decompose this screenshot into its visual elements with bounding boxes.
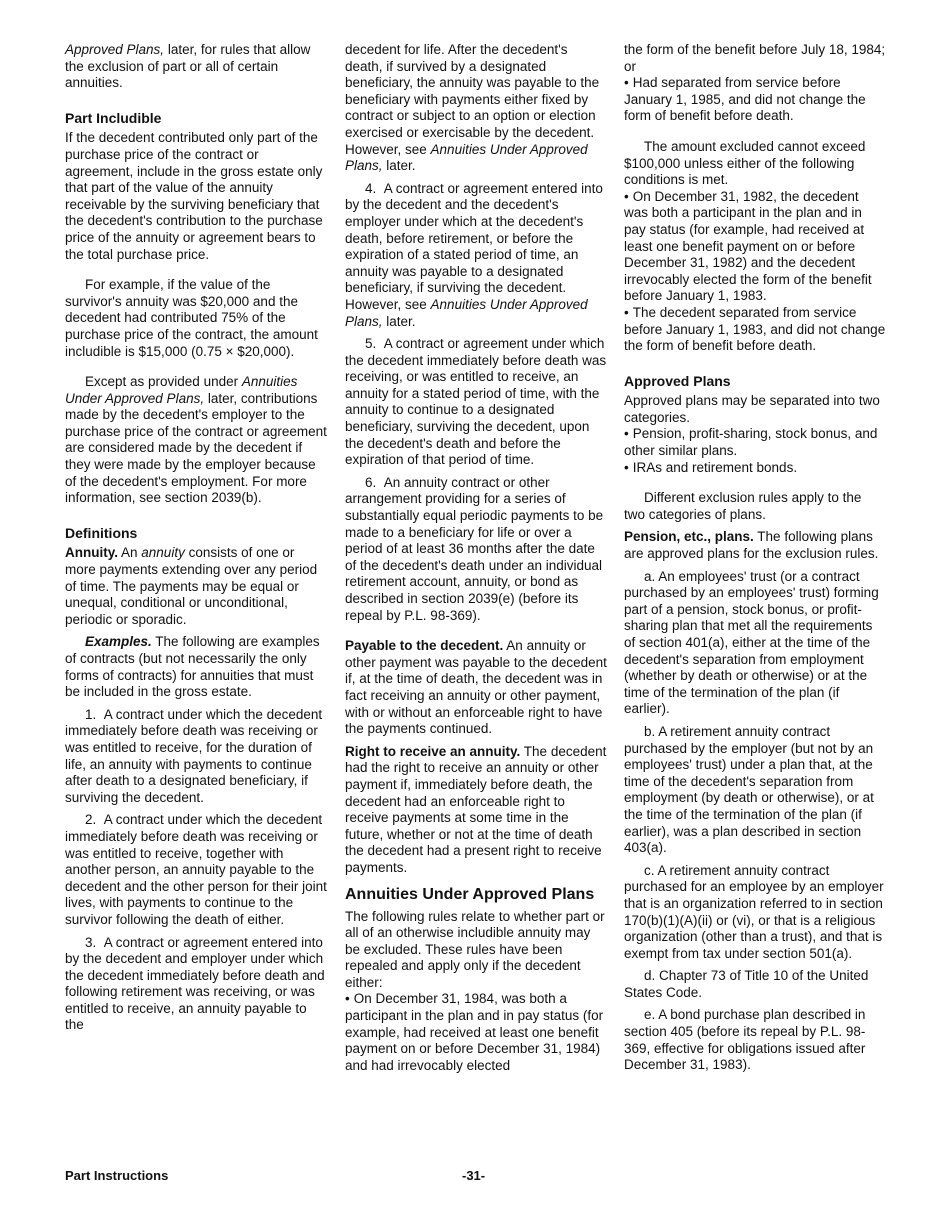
heading-annuities-under-approved-plans: Annuities Under Approved Plans xyxy=(345,885,595,903)
heading-definitions: Definitions xyxy=(65,524,138,541)
term: annuity xyxy=(141,545,185,561)
cross-reference: Annuities Under Approved Plans, xyxy=(65,374,298,406)
list-item-6: 6. An annuity contract or other arrangement providing for a series of substantially equal periodic payments to be made to a beneficiary for life or over a period of at least 36 months after the date of the decedent's death under an individual retirement account, annuity, or bond as described in section 2039(e) (before its repeal by P.L. 98-369). xyxy=(345,474,604,623)
paragraph-amount-excluded: The amount excluded cannot exceed $100,000 unless either of the following conditions is met. xyxy=(624,138,866,188)
paragraph-text: later, for rules that allow the exclusion of part or all of certain annuities. xyxy=(65,42,311,91)
paragraph-text: later. xyxy=(382,313,416,329)
paragraph-text: The decedent had the right to receive an annuity or other payment if, immediately before death, the decedent had an enforceable right to receive payments at some time in the future, whether or not at the time of death the decedent had a present right to receive payments. xyxy=(345,743,607,875)
list-item-3-continued xyxy=(345,42,607,175)
paragraph-different-rules: Different exclusion rules apply to the two categories of plans. xyxy=(624,490,862,522)
list-item-e: e. A bond purchase plan described in section 405 (before its repeal by P.L. 98-369, effective for obligations issued after December 31, 1983). xyxy=(624,1007,866,1073)
paragraph-text: An annuity or other payment was payable to the decedent if, at the time of death, the decedent was in fact receiving an annuity or other payment, with or without an enforceable right to have the payments continued. xyxy=(345,638,607,737)
paragraph-text: later. xyxy=(382,158,416,174)
list-item-4 xyxy=(345,181,607,330)
paragraph-payable xyxy=(345,638,607,738)
list-item-1: 1. A contract under which the decedent immediately before death was receiving or was entitled to receive, for the duration of life, an annuity with payments to continue after death to a designated beneficiary, if surviving the decedent. xyxy=(65,706,323,805)
paragraph-text: The following plans are approved plans for the exclusion rules. xyxy=(624,529,879,562)
paragraph-text: An xyxy=(118,545,142,561)
paragraph-text: later, contributions made by the decedent's employer to the purchase price of the contract or agreement are considered made by the decedent if they were made by the employer because of the decedent's employment. For more information, see section 2039(b). xyxy=(65,390,327,506)
run-in-heading: Payable to the decedent. xyxy=(345,638,504,654)
run-in-heading: Examples. xyxy=(85,634,152,650)
paragraph-text: consists of one or more payments extending over any period of time. The payments may be equal or unequal, conditional or unconditional, periodic or sporadic. xyxy=(65,545,318,627)
bullet-item: • IRAs and retirement bonds. xyxy=(624,460,886,477)
footer-section-title: Part Instructions xyxy=(65,1168,169,1183)
bullet-item: • On December 31, 1982, the decedent was both a participant in the plan and in pay status (for example, had received at least one benefit payment on or before December 31, 1982) and the decedent irrevocably elected the form of the benefit before January 1, 1983. xyxy=(624,189,886,305)
column-2 xyxy=(345,42,607,1074)
bullet-item: • Pension, profit-sharing, stock bonus, and other similar plans. xyxy=(624,426,886,459)
list-item-b: b. A retirement annuity contract purchased by the employer (but not by an employees' trust) under a plan that, at the time of the decedent's separation from employment (by death or otherwise), or at the time of the termination of the plan (if earlier), was a plan described in section 403(a). xyxy=(624,723,874,856)
heading-part-includible: Part Includible xyxy=(65,109,162,126)
cross-reference: Approved Plans, xyxy=(65,42,165,57)
paragraph-approved: Approved plans may be separated into two categories. xyxy=(624,393,880,425)
paragraph-rules: The following rules relate to whether part or all of an otherwise includible annuity may be excluded. These rules have been repealed and apply only if the decedent either: xyxy=(345,908,605,990)
cross-reference: Annuities Under Approved Plans, xyxy=(345,141,588,174)
list-item-c: c. A retirement annuity contract purchased for an employee by an employer that is an organization referred to in section 170(b)(1)(A)(ii) or (vi), or that is a religious organization (other than a trust), and that is exempt from tax under section 501(a). xyxy=(624,862,884,961)
paragraph-pension xyxy=(624,529,886,562)
paragraph-except xyxy=(65,374,327,507)
paragraph-text: decedent for life. After the decedent's death, if survived by a designated beneficiary, the annuity was payable to the beneficiary with payments either fixed by contract or subject to an option or election exercised or exercisable by the decedent. However, see xyxy=(345,42,600,157)
bullet-item: • On December 31, 1984, was both a participant in the plan and in pay status (for example, had received at least one benefit payment on or before December 31, 1984) and had irrevocably elected xyxy=(345,991,607,1074)
paragraph-examples xyxy=(65,634,327,700)
list-item-d: d. Chapter 73 of Title 10 of the United States Code. xyxy=(624,968,869,1000)
paragraph-right-to-receive xyxy=(345,744,607,877)
column-1 xyxy=(65,42,327,1034)
bullet-item: • The decedent separated from service before January 1, 1983, and did not change the form of benefit before death. xyxy=(624,305,886,355)
column-3 xyxy=(624,42,886,1074)
list-item-a: a. An employees' trust (or a contract purchased by an employees' trust) forming part of a pension, stock bonus, or profit-sharing plan that met all the requirements of section 401(a), either at the time of the decedent's separation from employment (whether by death or otherwise) or at the time of the termination of the plan (if earlier). xyxy=(624,568,879,717)
paragraph-example: For example, if the value of the survivor's annuity was $20,000 and the decedent had contributed 75% of the purchase price of the contract, the amount includible is $15,000 (0.75 × $20,000). xyxy=(65,277,318,359)
paragraph-text: 4. A contract or agreement entered into by the decedent and the decedent's employer under which at the decedent's death, before retirement, or before the expiration of a stated period of time, an annuity was payable to a designated beneficiary, if surviving the decedent. However, see xyxy=(345,180,603,312)
paragraph-annuity xyxy=(65,545,327,628)
bullet-item-continued: the form of the benefit before July 18, 1984; or xyxy=(624,42,886,74)
list-item-5: 5. A contract or agreement under which the decedent immediately before death was receiving, or was entitled to receive, an annuity for a stated period of time, with the annuity to continue to a designated beneficiary, surviving the decedent, upon the decedent's death and before the expiration of that period of time. xyxy=(345,336,607,468)
list-item-3: 3. A contract or agreement entered into by the decedent and employer under which the decedent immediately before death and following retirement was receiving, or was entitled to receive, an annuity payable to the xyxy=(65,934,325,1033)
run-in-heading: Annuity. xyxy=(65,545,118,561)
paragraph-text: Except as provided under xyxy=(85,374,242,390)
page-number: -31- xyxy=(462,1168,486,1183)
paragraph-text: The following are examples of contracts (but not necessarily the only forms of contracts) for annuities that must be included in the gross estate. xyxy=(65,634,320,700)
list-item-2: 2. A contract under which the decedent immediately before death was receiving or was entitled to receive, together with another person, an annuity payable to the decedent and the other person for their joint lives, with payments to continue to the survivor following the death of either. xyxy=(65,812,327,927)
paragraph-includible: If the decedent contributed only part of the purchase price of the contract or agreement, include in the gross estate only that part of the value of the annuity receivable by the surviving beneficiary that the decedent's contribution to the purchase price of the annuity or agreement bears to the total purchase price. xyxy=(65,130,323,262)
run-in-heading: Right to receive an annuity. xyxy=(345,743,521,759)
run-in-heading: Pension, etc., plans. xyxy=(624,529,754,545)
cross-reference: Annuities Under Approved Plans, xyxy=(345,296,588,329)
paragraph-continued xyxy=(65,42,327,92)
bullet-item: • Had separated from service before January 1, 1985, and did not change the form of benefit before death. xyxy=(624,75,886,125)
heading-approved-plans: Approved Plans xyxy=(624,372,731,389)
